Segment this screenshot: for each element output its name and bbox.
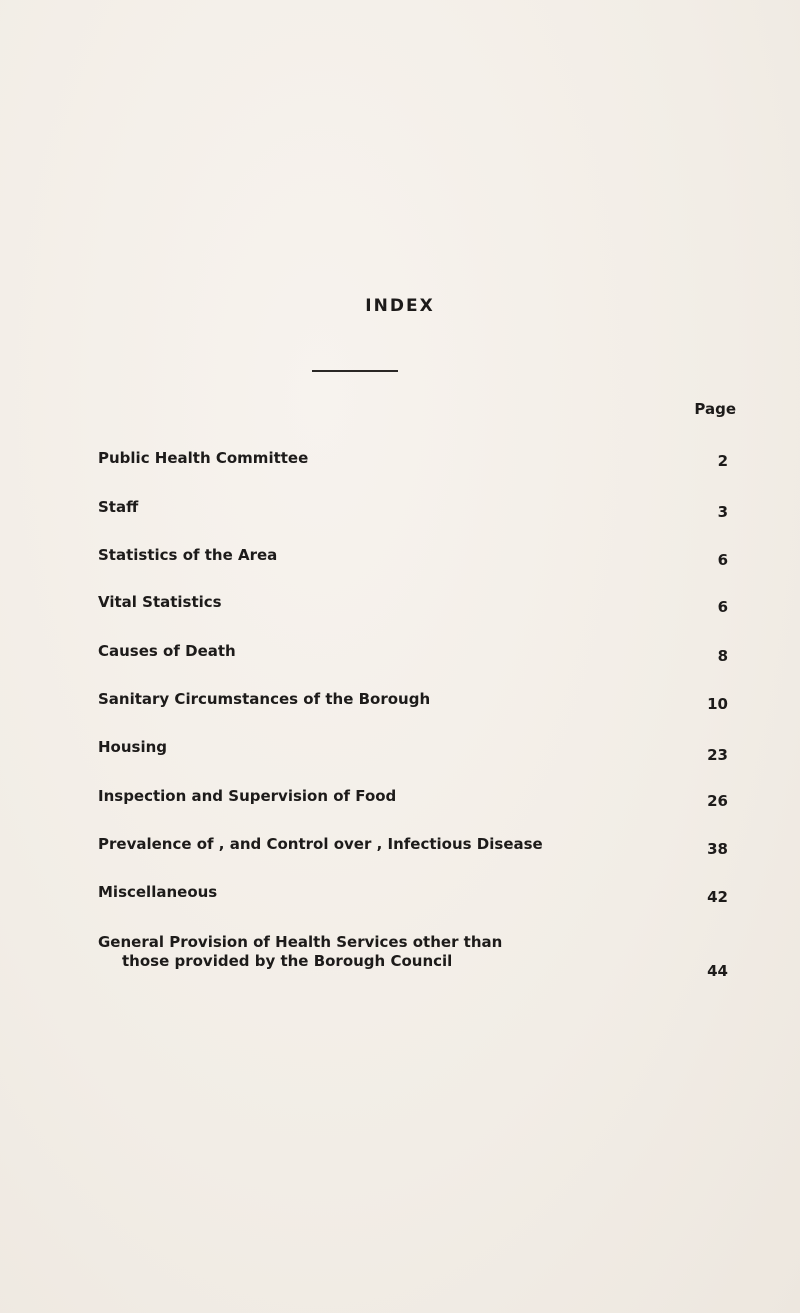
entry-page-number: 6	[717, 551, 728, 569]
entry-label: Public Health Committee	[98, 449, 309, 467]
entry-label: Vital Statistics	[98, 593, 222, 611]
index-entry	[98, 933, 738, 980]
entry-label: Housing	[98, 738, 168, 756]
entry-label-continuation: those provided by the Borough Council	[122, 952, 453, 970]
entry-label: Miscellaneous	[98, 883, 218, 901]
title-underline	[312, 370, 398, 372]
index-entry	[98, 690, 738, 713]
entry-page-number: 38	[707, 840, 728, 858]
index-entry	[98, 642, 738, 665]
entry-page-number: 10	[707, 695, 728, 713]
entry-page-number: 8	[717, 647, 728, 665]
index-entry	[98, 835, 738, 858]
index-entry	[98, 883, 738, 906]
entry-label: General Provision of Health Services other than	[98, 933, 503, 951]
entry-page-number: 2	[717, 452, 728, 470]
page-column-header: Page	[694, 400, 736, 418]
page-title: INDEX	[365, 296, 435, 316]
entry-label: Sanitary Circumstances of the Borough	[98, 690, 431, 708]
index-entry	[98, 738, 738, 764]
entry-page-number: 42	[707, 888, 728, 906]
index-entry	[98, 787, 738, 810]
entry-label: Inspection and Supervision of Food	[98, 787, 397, 805]
entry-label: Prevalence of , and Control over , Infectious Disease	[98, 835, 543, 853]
entry-page-number: 26	[707, 792, 728, 810]
entry-label: Statistics of the Area	[98, 546, 278, 564]
index-entry	[98, 498, 738, 521]
index-entry	[98, 593, 738, 616]
entry-label: Causes of Death	[98, 642, 236, 660]
entry-page-number: 3	[717, 503, 728, 521]
entry-page-number: 23	[707, 746, 728, 764]
entry-page-number: 6	[717, 598, 728, 616]
index-entry	[98, 449, 738, 468]
index-entry	[98, 546, 738, 569]
entry-label: Staff	[98, 498, 139, 516]
entry-page-number: 44	[707, 962, 728, 980]
